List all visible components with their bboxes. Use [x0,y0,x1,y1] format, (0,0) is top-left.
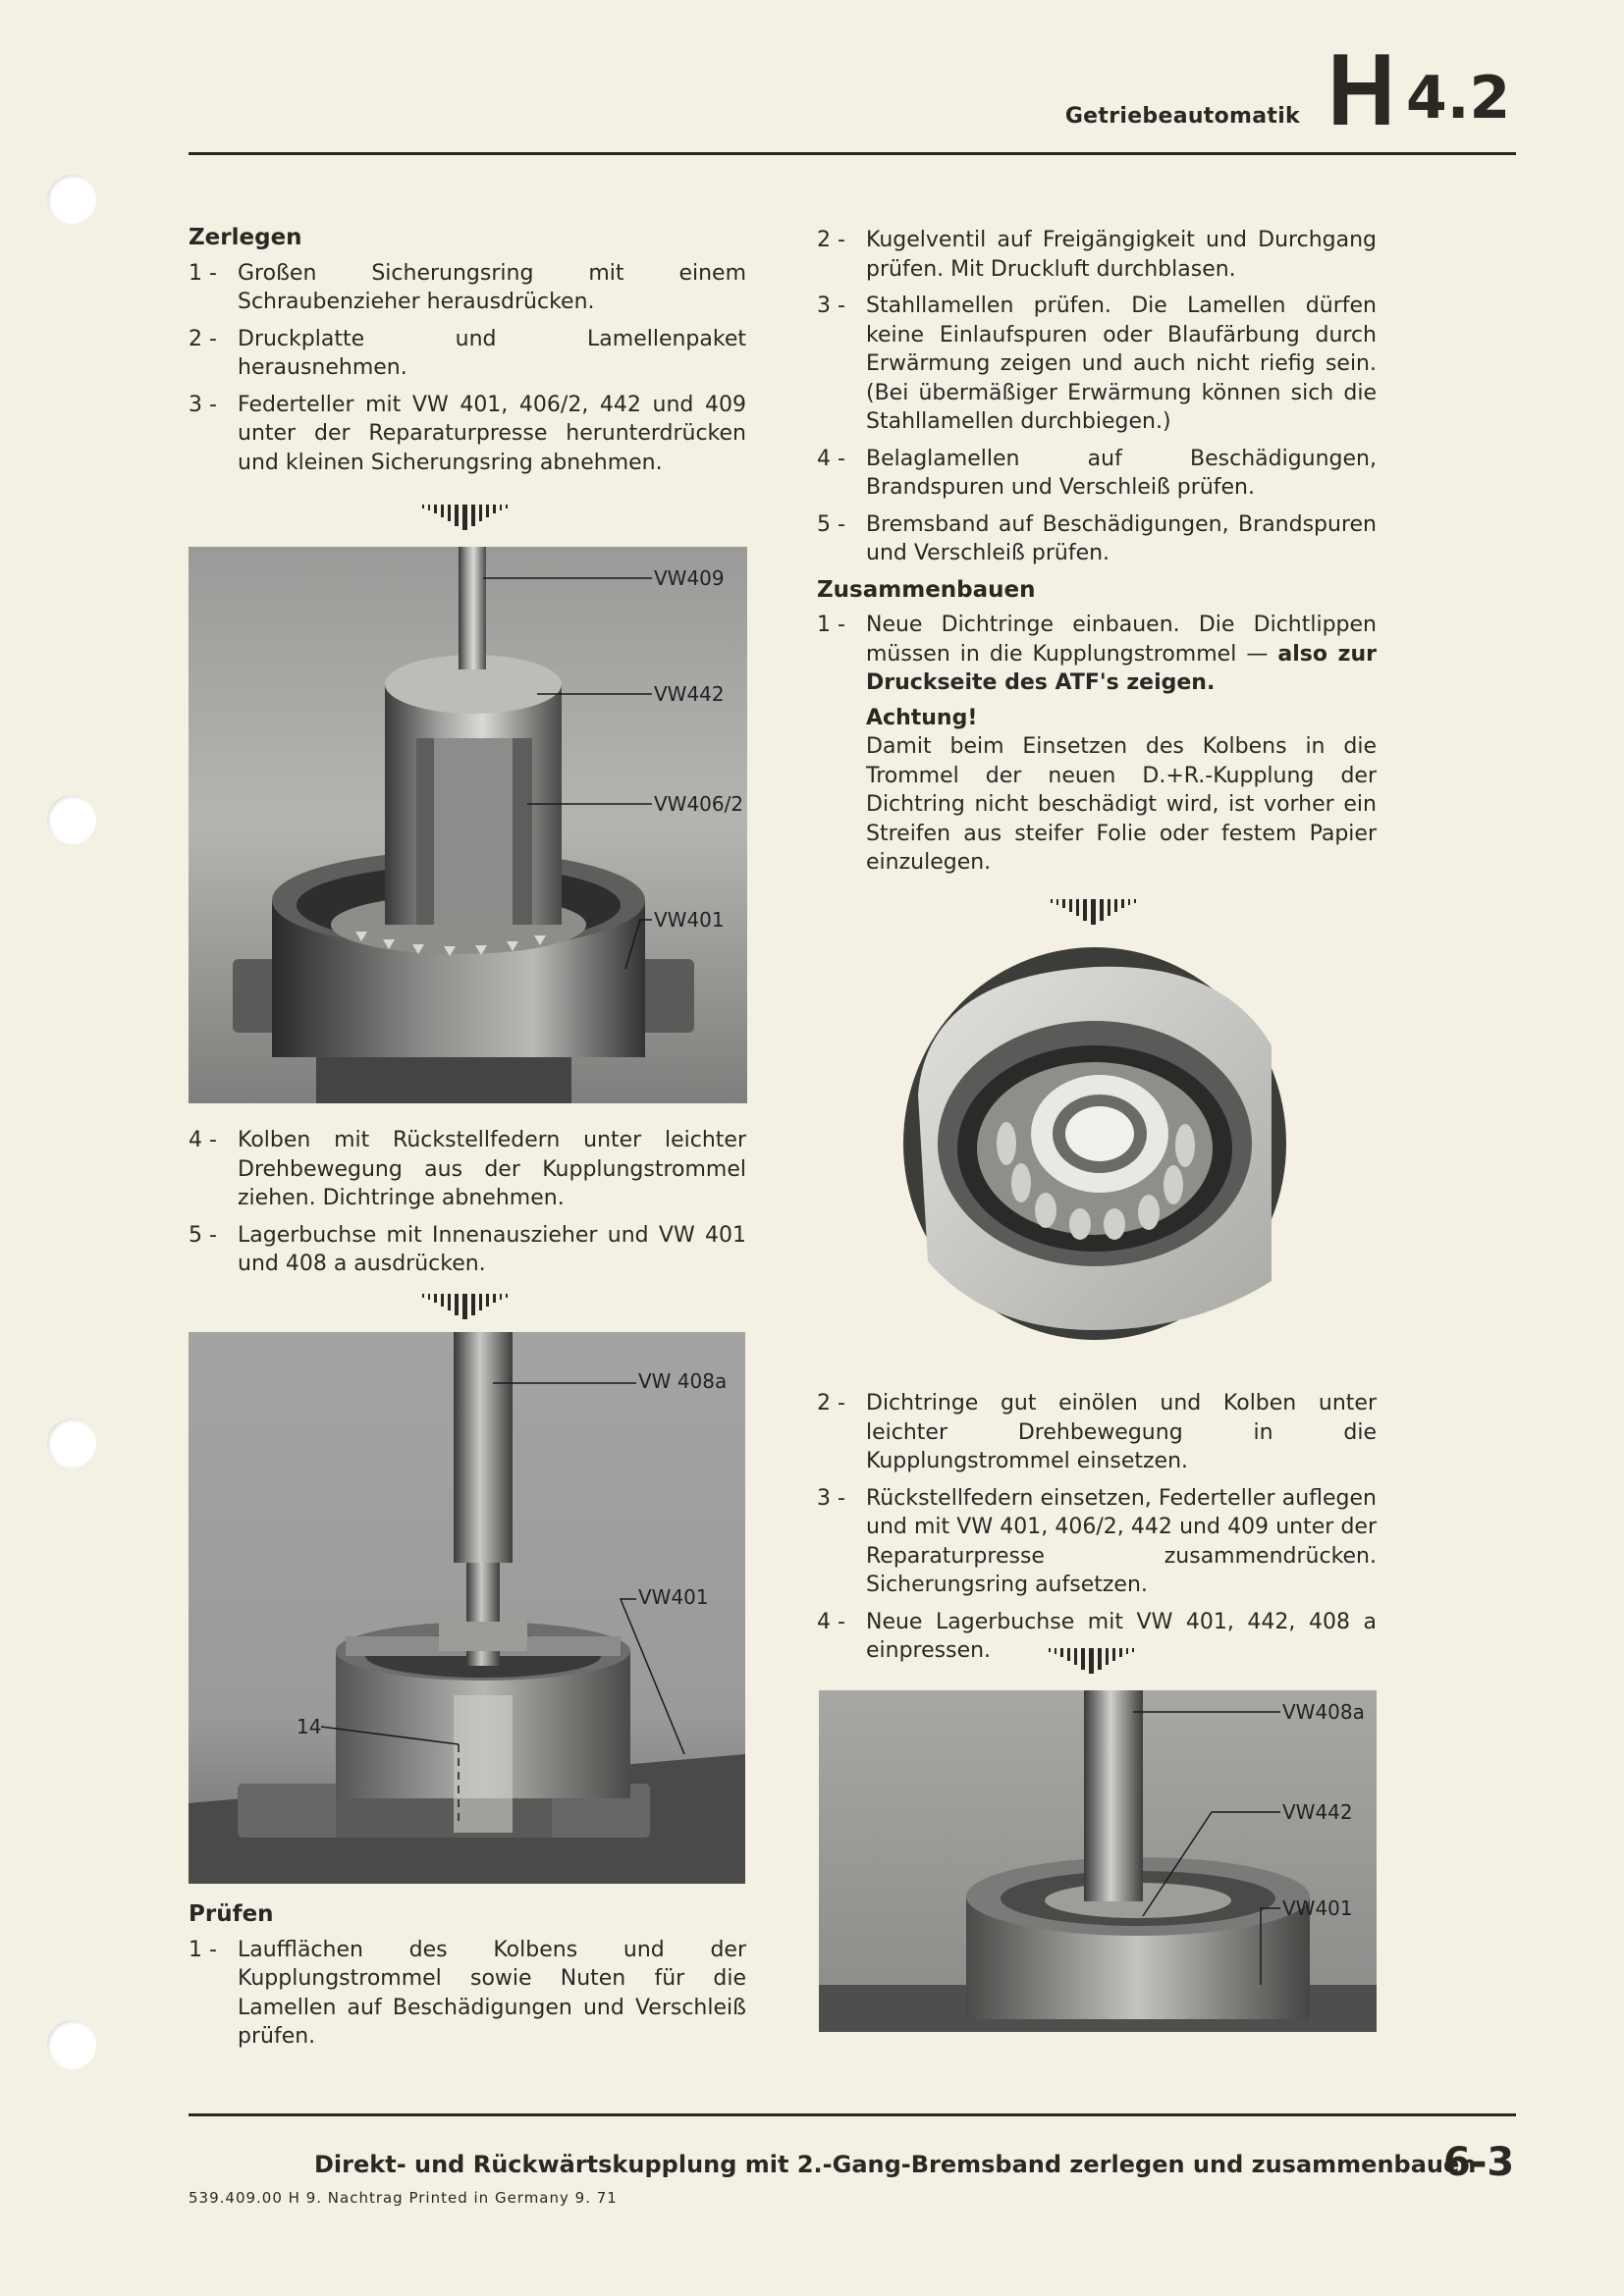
photo-drum-illustration [898,937,1291,1340]
step-number: 1 - [189,260,217,286]
callout-vw442: VW442 [1282,1800,1353,1824]
callout-vw409: VW409 [654,566,725,590]
step-text: Neue Lagerbuchse mit VW 401, 442, 408 a einpressen. [866,1609,1377,1663]
step-text: Belaglamellen auf Beschädigungen, Brandspuren und Verschleiß prüfen. [866,446,1377,500]
callout-14: 14 [297,1715,322,1738]
zerlegen-step-4 [189,1126,746,1213]
down-arrow-icon [1044,1646,1142,1676]
photo-bushing-install [819,1690,1377,2032]
footer-title: Direkt- und Rückwärtskupplung mit 2.-Gang-Bremsband zerlegen und zusammenbauen [314,2151,1477,2178]
footer-page-number: 6-3 [1443,2140,1515,2185]
zerlegen-step-1 [189,259,746,317]
right-column-top [817,226,1377,878]
punch-hole-1 [47,175,96,224]
callout-vw408a: VW 408a [638,1369,728,1393]
step-number: 1 - [817,613,845,637]
step-number: 3 - [817,1485,845,1511]
pruefen-step-1 [189,1936,746,2052]
pruefen-step-5 [817,510,1377,568]
down-arrow-icon [1046,897,1144,927]
step-text: Großen Sicherungsring mit einem Schraubenzieher herausdrücken. [238,260,746,314]
left-column-middle [189,1126,746,1287]
step-number: 4 - [189,1128,217,1152]
step-number: 5 - [817,511,845,537]
footer-print-code: 539.409.00 H 9. Nachtrag Printed in Germany 9. 71 [189,2189,618,2207]
step-number: 2 - [189,326,217,351]
pruefen-step-2 [817,226,1377,284]
zusammenbauen-step-1 [817,611,1377,698]
step-text: Rückstellfedern einsetzen, Federteller auflegen und mit VW 401, 406/2, 442 und 409 unter der Reparaturpresse zusammendrücken. Sicherungsring aufsetzen. [866,1485,1377,1597]
footer-rule [189,2113,1516,2116]
header-number: 4.2 [1406,64,1511,133]
callout-lines [189,1332,745,1884]
heading-zerlegen: Zerlegen [189,225,302,250]
pruefen-step-4 [817,445,1377,503]
step-text-bold: also zur Druckseite des ATF's zeigen. [866,641,1377,695]
zerlegen-step-5 [189,1221,746,1279]
callout-vw406-2: VW406/2 [654,792,744,816]
punch-hole-2 [47,795,96,844]
photo-disassembly-press [189,547,747,1103]
callout-vw401: VW401 [638,1585,709,1609]
callout-vw401: VW401 [1282,1896,1353,1920]
callout-vw442: VW442 [654,682,725,706]
header-section: Getriebeautomatik [1064,104,1300,129]
zusammenbauen-step-2 [817,1389,1377,1476]
step-text: Kolben mit Rückstellfedern unter leichter Drehbewegung aus der Kupplungstrommel ziehen. Dichtringe abnehmen. [238,1128,746,1210]
step-number: 4 - [817,1609,845,1634]
step-text: Lagerbuchse mit Innenauszieher und VW 401 und 408 a ausdrücken. [238,1222,746,1276]
callout-lines [819,1690,1377,2032]
step-number: 2 - [817,228,845,252]
left-column-top [189,224,746,485]
step-number: 4 - [817,446,845,471]
heading-pruefen: Prüfen [189,1901,274,1927]
left-column-bottom [189,1900,746,2059]
right-column-middle [817,1389,1377,1674]
header-letter: H [1327,33,1396,147]
punch-hole-4 [47,2020,96,2069]
callout-vw401: VW401 [654,908,725,932]
step-text: Stahllamellen prüfen. Die Lamellen dürfen keine Einlaufspuren oder Blaufärbung durch Erwärmung zeigen und auch nicht riefig sein. (Bei übermäßiger Erwärmung können sich die Stahllamellen durchbiegen.) [866,294,1377,434]
photo-drum-foil [898,937,1291,1340]
step-text-regular: Neue Dichtringe einbauen. Die Dichtlippen müssen in die Kupplungstrommel — [866,613,1377,667]
zerlegen-step-2 [189,325,746,383]
heading-zusammenbauen: Zusammenbauen [817,576,1036,603]
pruefen-step-3 [817,292,1377,437]
achtung-text: Damit beim Einsetzen des Kolbens in die Trommel der neuen D.+R.-Kupplung der Dichtring nicht beschädigt wird, ist vorher ein Streifen aus steifer Folie oder festem Papier einzulegen. [866,734,1377,875]
zerlegen-step-3 [189,391,746,478]
callout-vw408a: VW408a [1282,1700,1365,1724]
achtung-title: Achtung! [866,705,978,730]
step-text: Kugelventil auf Freigängigkeit und Durchgang prüfen. Mit Druckluft durchblasen. [866,228,1377,282]
step-text: Dichtringe gut einölen und Kolben unter leichter Drehbewegung in die Kupplungstrommel einsetzen. [866,1391,1377,1473]
step-text [866,611,1377,698]
down-arrow-icon [417,1292,515,1321]
step-number: 1 - [189,1937,217,1962]
zusammenbauen-step-3 [817,1484,1377,1600]
step-text: Laufflächen des Kolbens und der Kupplungstrommel sowie Nuten für die Lamellen auf Beschädigungen und Verschleiß prüfen. [238,1937,746,2049]
photo-bushing-removal [189,1332,745,1884]
step-number: 2 - [817,1391,845,1415]
step-number: 5 - [189,1222,217,1248]
step-text: Federteller mit VW 401, 406/2, 442 und 409 unter der Reparaturpresse herunterdrücken und kleinen Sicherungsring abnehmen. [238,392,746,475]
header-rule [189,152,1516,155]
step-number: 3 - [817,294,845,318]
punch-hole-3 [47,1418,96,1468]
step-text: Bremsband auf Beschädigungen, Brandspuren und Verschleiß prüfen. [866,511,1377,565]
down-arrow-icon [417,503,515,532]
step-text: Druckplatte und Lamellenpaket herausnehmen. [238,326,746,380]
callout-lines [189,547,747,1103]
step-number: 3 - [189,392,217,417]
